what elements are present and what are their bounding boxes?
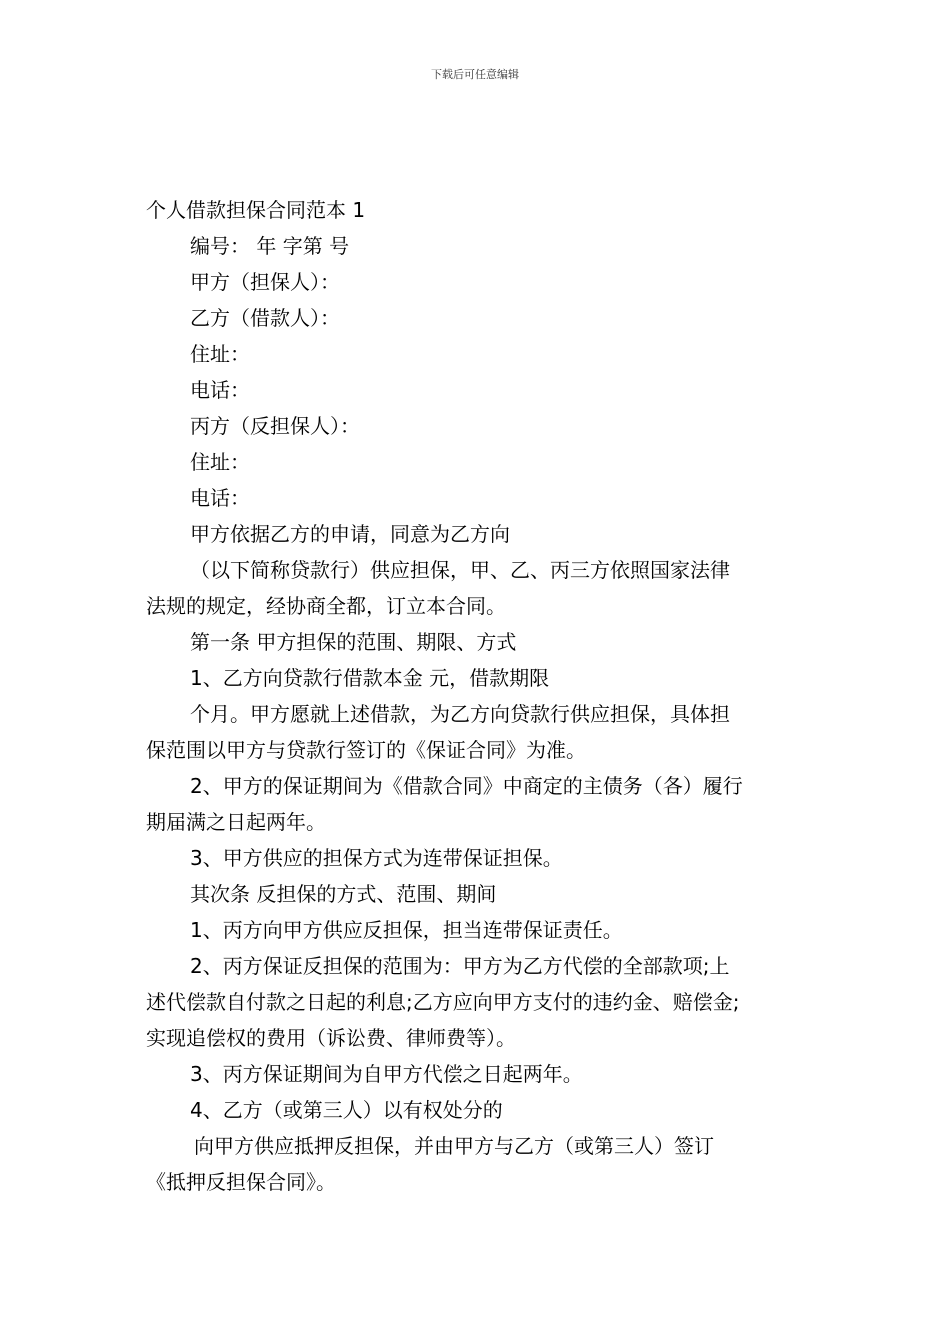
document-body [146,192,816,1200]
doc-line: 住址： [190,342,250,366]
doc-line: 1、丙方向甲方供应反担保，担当连带保证责任。 [190,918,623,942]
doc-line: 4、乙方（或第三人）以有权处分的 [190,1098,503,1122]
doc-line: 丙方（反担保人）： [190,414,360,438]
doc-line: 期届满之日起两年。 [146,810,326,834]
doc-line: 其次条 反担保的方式、范围、期间 [190,882,497,906]
doc-line: 述代偿款自付款之日起的利息;乙方应向甲方支付的违约金、赔偿金; [146,990,740,1014]
doc-line: 3、丙方保证期间为自甲方代偿之日起两年。 [190,1062,583,1086]
doc-line: 2、甲方的保证期间为《借款合同》中商定的主债务（各）履行 [190,774,743,798]
doc-line: （以下简称贷款行）供应担保，甲、乙、丙三方依照国家法律 [190,558,730,582]
doc-line: 第一条 甲方担保的范围、期限、方式 [190,630,517,654]
doc-line: 1、乙方向贷款行借款本金 元，借款期限 [190,666,550,690]
doc-line: 个月。甲方愿就上述借款，为乙方向贷款行供应担保，具体担 [190,702,730,726]
doc-line: 3、甲方供应的担保方式为连带保证担保。 [190,846,563,870]
doc-line: 《抵押反担保合同》。 [146,1170,336,1194]
doc-line: 电话： [190,378,250,402]
doc-line: 住址： [190,450,250,474]
doc-line: 法规的规定，经协商全都，订立本合同。 [146,594,506,618]
document-title: 个人借款担保合同范本 1 [146,198,366,222]
doc-line: 保范围以甲方与贷款行签订的《保证合同》为准。 [146,738,586,762]
doc-line: 乙方（借款人）： [190,306,340,330]
doc-line: 编号： 年 字第 号 [190,234,350,258]
doc-line: 甲方依据乙方的申请，同意为乙方向 [190,522,510,546]
doc-line: 向甲方供应抵押反担保，并由甲方与乙方（或第三人）签订 [194,1134,714,1158]
doc-line: 甲方（担保人）： [190,270,340,294]
doc-line: 2、丙方保证反担保的范围为：甲方为乙方代偿的全部款项;上 [190,954,730,978]
doc-line: 实现追偿权的费用（诉讼费、律师费等）。 [146,1026,516,1050]
header-note: 下载后可任意编辑 [431,68,519,81]
doc-line: 电话： [190,486,250,510]
